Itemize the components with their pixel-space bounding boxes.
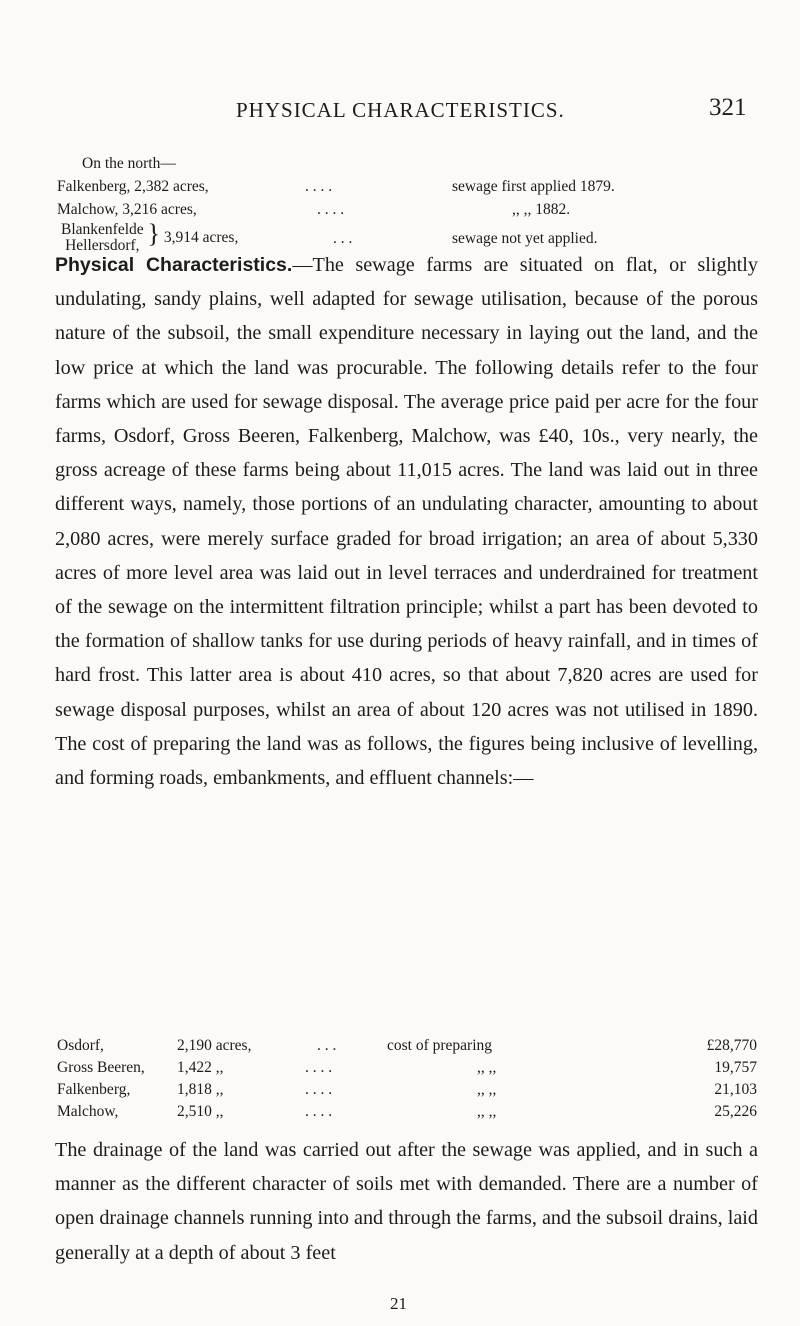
- farm-dots: . . . .: [305, 178, 333, 195]
- cost-value: 25,226: [714, 1103, 757, 1120]
- farm-note: ,, ,, 1882.: [512, 201, 571, 218]
- cost-table: [57, 1037, 757, 1127]
- cost-farm: Gross Beeren,: [57, 1059, 145, 1076]
- farms-lead: On the north—: [82, 155, 176, 172]
- farm-list: [57, 178, 757, 258]
- farm-note: sewage first applied 1879.: [452, 178, 615, 195]
- drainage-paragraph: The drainage of the land was carried out after the sewage was applied, and in such a manner as the different character of soils met with demanded. There are a number of open drainage channels running into and through the farms, and the subsoil drains, laid generally at a depth of about 3 feet: [55, 1139, 758, 1264]
- section-body: —The sewage farms are situated on flat, or slightly undulating, sandy plains, well adapted for sewage utilisation, because of the porous nature of the subsoil, the small expenditure necessary in laying out the land, and the low price at which the land was procurable. The following details refer to the four farms which are used for sewage disposal. The average price paid per acre for the four farms, Osdorf, Gross Beeren, Falkenberg, Malchow, was £40, 10s., very nearly, the gross acreage of these farms being about 11,015 acres. The land was laid out in three different ways, namely, those portions of an undulating character, amounting to about 2,080 acres, were merely surface graded for broad irrigation; an area of about 5,330 acres of more level area was laid out in level terraces and underdrained for treatment of the sewage on the intermittent filtration principle; whilst a part has been devoted to the formation of shallow tanks for use during periods of heavy rainfall, and in times of hard frost. This latter area is about 410 acres, so that about 7,820 acres are used for sewage disposal purposes, whilst an area of about 120 acres was not utilised in 1890. The cost of preparing the land was as follows, the figures being inclusive of levelling, and forming roads, embankments, and effluent channels:—: [55, 254, 758, 790]
- farm-name-top: Blankenfelde: [61, 221, 144, 239]
- cost-farm: Malchow,: [57, 1103, 119, 1120]
- cost-label: ,, ,,: [477, 1081, 497, 1098]
- farm-row: [57, 178, 209, 196]
- combined-acres: 3,914 acres,: [163, 229, 239, 246]
- cost-label: ,, ,,: [477, 1059, 497, 1076]
- farm-dots: . . .: [333, 230, 353, 247]
- running-head: PHYSICAL CHARACTERISTICS.: [236, 98, 565, 122]
- cost-farm: Falkenberg,: [57, 1081, 131, 1098]
- cost-acres: 2,510 ,,: [177, 1103, 224, 1120]
- cost-dots: . . . .: [305, 1081, 333, 1098]
- section-heading: Physical Characteristics.: [55, 254, 293, 276]
- farm-name-bottom: Hellersdorf,: [65, 237, 140, 255]
- cost-row: [57, 1059, 145, 1077]
- cost-acres: 1,422 ,,: [177, 1059, 224, 1076]
- cost-label: ,, ,,: [477, 1103, 497, 1120]
- farm-dots: . . . .: [317, 201, 345, 218]
- cost-acres: 1,818 ,,: [177, 1081, 224, 1098]
- page-number: 321: [709, 94, 747, 121]
- cost-value: 21,103: [714, 1081, 757, 1098]
- cost-dots: . . . .: [305, 1103, 333, 1120]
- brace: }: [147, 219, 160, 248]
- cost-acres: 2,190 acres,: [177, 1037, 252, 1054]
- cost-dots: . . .: [317, 1037, 337, 1054]
- farm-note: sewage not yet applied.: [452, 230, 598, 247]
- cost-dots: . . . .: [305, 1059, 333, 1076]
- cost-value: £28,770: [706, 1037, 757, 1054]
- cost-farm: Osdorf,: [57, 1037, 104, 1054]
- farm-name: Falkenberg, 2,382 acres,: [57, 178, 209, 195]
- cost-row: [57, 1037, 104, 1055]
- cost-row: [57, 1103, 118, 1121]
- cost-label: cost of preparing: [387, 1037, 493, 1054]
- page-header: [0, 90, 800, 130]
- physical-characteristics-paragraph: [55, 248, 758, 795]
- cost-row: [57, 1081, 130, 1099]
- farm-name: Malchow, 3,216 acres,: [57, 201, 197, 218]
- signature-mark: 21: [390, 1294, 407, 1313]
- farm-row: [57, 201, 197, 219]
- cost-value: 19,757: [714, 1059, 757, 1076]
